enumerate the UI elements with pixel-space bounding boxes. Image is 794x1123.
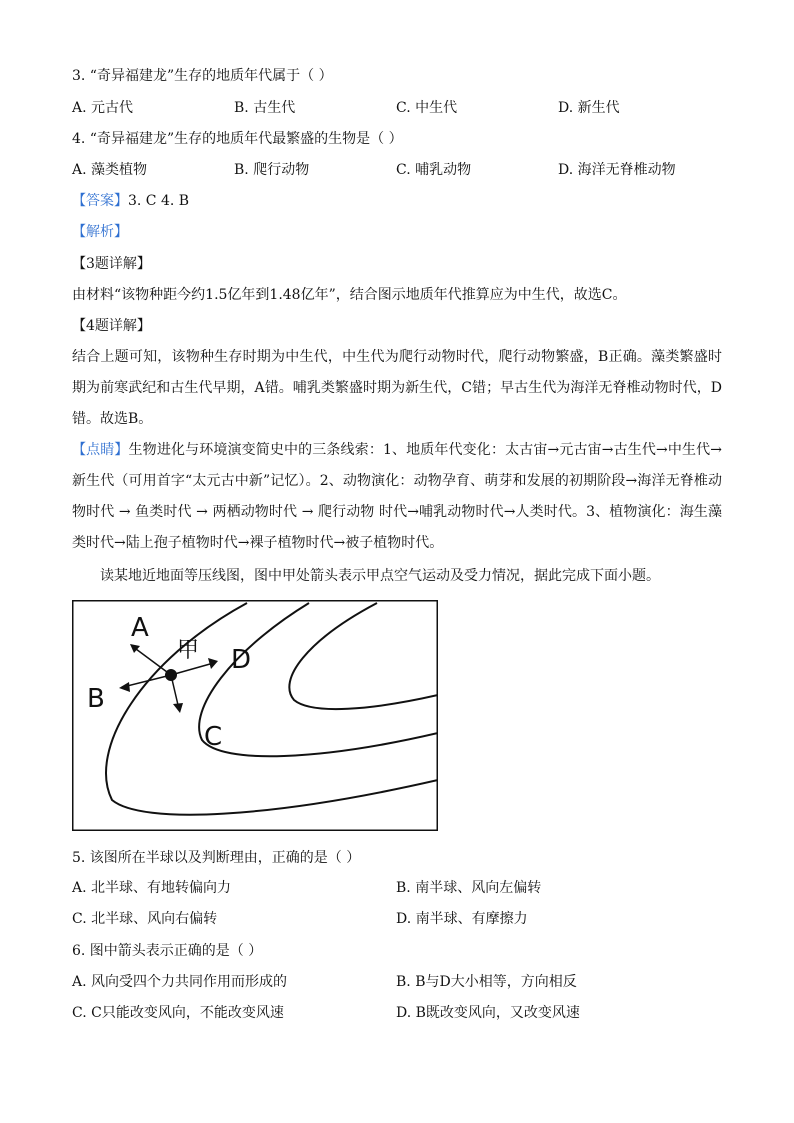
- q6-option-d: D. B既改变风向，又改变风速: [396, 1005, 580, 1021]
- question-6-stem: 6. 图中箭头表示正确的是（ ）: [72, 943, 263, 959]
- figure-frame: [73, 601, 438, 831]
- question-3-stem: 3. “奇异福建龙”生存的地质年代属于（ ）: [72, 68, 333, 84]
- q4-option-c: C. 哺乳动物: [396, 162, 472, 178]
- q3-option-c: C. 中生代: [396, 100, 458, 116]
- q3-option-b: B. 古生代: [234, 100, 296, 116]
- label-b: B: [87, 684, 105, 714]
- label-jia: 甲: [177, 638, 200, 663]
- label-d: D: [231, 645, 252, 675]
- label-c: C: [204, 722, 223, 752]
- detail-4-title: 【4题详解】: [72, 318, 151, 334]
- q6-option-b: B. B与D大小相等，方向相反: [396, 974, 577, 990]
- detail-3-text: 由材料“该物种距今约1.5亿年到1.48亿年”，结合图示地质年代推算应为中生代，故选C。: [72, 287, 627, 303]
- q6-option-c: C. C只能改变风向，不能改变风速: [72, 1005, 284, 1021]
- analysis-label: [72, 222, 128, 242]
- q5-option-a: A. 北半球、有地转偏向力: [72, 880, 232, 896]
- isobar-diagram: [72, 600, 438, 831]
- tip-paragraph: [72, 435, 722, 559]
- q4-option-b: B. 爬行动物: [234, 162, 310, 178]
- label-a: A: [131, 613, 149, 643]
- q3-option-a: A. 元古代: [72, 100, 134, 116]
- answer-line: [72, 191, 189, 211]
- tip-text: 生物进化与环境演变简史中的三条线索：1、地质年代变化：太古宙→元古宙→古生代→中生代→新生代（可用首字“太元古中新”记忆）。2、动物演化：动物孕育、萌芽和发展的初期阶段→海洋无脊椎动物时代 → 鱼类时代 → 两栖动物时代 → 爬行动物 时代→哺乳动物时代→人类时代。3、植物演化：海生藻类时代→陆上孢子植物时代→裸子植物时代→被子植物时代。: [72, 442, 723, 551]
- q4-option-a: A. 藻类植物: [72, 162, 148, 178]
- detail-3-title: 【3题详解】: [72, 256, 151, 272]
- q4-option-d: D. 海洋无脊椎动物: [558, 162, 676, 178]
- analysis-label-text: 【解析】: [72, 224, 128, 240]
- detail-4-text: 结合上题可知，该物种生存时期为中生代，中生代为爬行动物时代，爬行动物繁盛，B正确。藻类繁盛时期为前寒武纪和古生代早期，A错。哺乳类繁盛时期为新生代，C错；早古生代为海洋无脊椎动物时代，D错。故选B。: [72, 349, 722, 427]
- q3-option-d: D. 新生代: [558, 100, 620, 116]
- q5-option-d: D. 南半球、有摩擦力: [396, 911, 528, 927]
- answer-text: 3. C 4. B: [128, 193, 190, 209]
- question-5-stem: 5. 该图所在半球以及判断理由，正确的是（ ）: [72, 850, 361, 866]
- answer-label: 【答案】: [72, 193, 128, 209]
- q5-option-c: C. 北半球、风向右偏转: [72, 911, 218, 927]
- material-intro: 读某地近地面等压线图，图中甲处箭头表示甲点空气运动及受力情况，据此完成下面小题。: [100, 568, 660, 584]
- q5-option-b: B. 南半球、风向左偏转: [396, 880, 542, 896]
- point-jia: [165, 669, 177, 681]
- q6-option-a: A. 风向受四个力共同作用而形成的: [72, 974, 288, 990]
- tip-label: 【点睛】: [72, 442, 129, 458]
- question-4-stem: 4. “奇异福建龙”生存的地质年代最繁盛的生物是（ ）: [72, 131, 403, 147]
